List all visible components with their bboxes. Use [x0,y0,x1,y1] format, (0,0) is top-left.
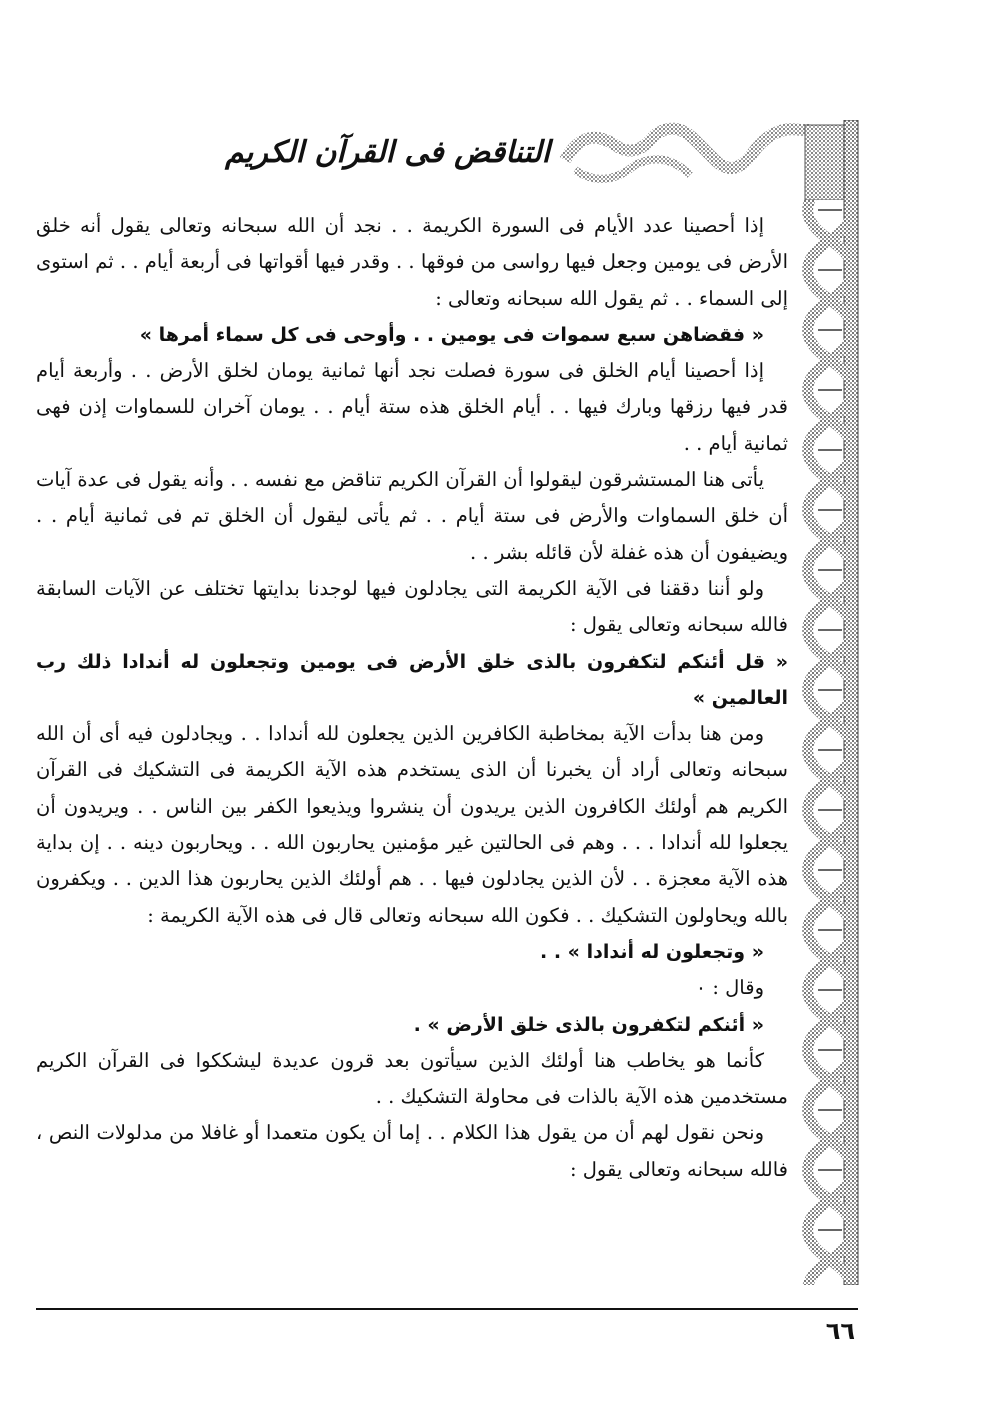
quran-quote: « قل أئنكم لتكفرون بالذى خلق الأرض فى يومين وتجعلون له أندادا ذلك رب العالمين » [36,650,788,709]
paragraph: إذا أحصينا أيام الخلق فى سورة فصلت نجد أنها ثمانية يومان لخلق الأرض . . وأربعة أيام قدر فيها رزقها وبارك فيها . . أيام الخلق هذه ستة أيام . . يومان آخران للسماوات إذن فهى ثمانية أيام . . [36,359,788,455]
page-title: التناقض فى القرآن الكريم [225,135,550,170]
footer-rule [36,1308,858,1310]
paragraph: ولو أننا دققنا فى الآية الكريمة التى يجادلون فيها لوجدنا بدايتها تختلف عن الآيات السابقة فالله سبحانه وتعالى يقول : [36,576,788,637]
paragraph: وقال : ٠ [695,976,764,1000]
quran-quote: « فقضاهن سبع سموات فى يومين . . وأوحى فى كل سماء أمرها » [139,323,764,346]
paragraph: كأنما هو يخاطب هنا أولئك الذين سيأتون بعد قرون عديدة ليشككوا فى القرآن الكريم مستخدمين هذه الآية بالذات فى محاولة التشكيك . . [36,1048,788,1109]
paragraph: يأتى هنا المستشرقون ليقولوا أن القرآن الكريم تناقض مع نفسه . . وأنه يقول فى عدة آيات أن خلق السماوات والأرض فى ستة أيام . . ثم يأتى ليقول أن الخلق تم فى ثمانية أيام . . ويضيفون أن هذه غفلة لأن قائله بشر . . [36,468,788,564]
side-border-ornament-icon [800,120,860,1285]
quran-quote: « وتجعلون له أندادا » . . [540,940,764,963]
paragraph: إذا أحصينا عدد الأيام فى السورة الكريمة . . نجد أن الله سبحانه وتعالى يقول أنه خلق الأرض فى يومين وجعل فيها رواسى من فوقها . . وقدر فيها أقواتها فى أربعة أيام . . ثم استوى إلى السماء . . ثم يقول الله سبحانه وتعالى : [36,214,788,310]
paragraph: ومن هنا بدأت الآية بمخاطبة الكافرين الذين يجعلون لله أندادا . . ويجادلون فيه أى أن الله سبحانه وتعالى أراد أن يخبرنا أن الذى يستخدم هذه الآية الكريمة فى التشكيك فى القرآن الكريم هم أولئك الكافرون الذين يريدون أن ينشروا ويذيعوا الكفر بين الناس . . ويريدون أن يجعلوا لله أندادا . . . وهم فى الحالتين غير مؤمنين يحاربون الله . . ويحاربون دينه . . إن بداية هذه الآية معجزة . . لأن الذين يجادلون فيها . . هم أولئك الذين يحاربون هذا الدين . . ويكفرون بالله ويحاولون التشكيك . . فكون الله سبحانه وتعالى قال فى هذه الآية الكريمة : [36,722,788,927]
paragraph: ونحن نقول لهم أن من يقول هذا الكلام . . إما أن يكون متعمدا أو غافلا من مدلولات النص ، فالله سبحانه وتعالى يقول : [36,1121,788,1181]
page-number: ٦٦ [825,1317,855,1345]
quran-quote: « أئنكم لتكفرون بالذى خلق الأرض » . [413,1013,764,1036]
body-text [36,208,788,1288]
